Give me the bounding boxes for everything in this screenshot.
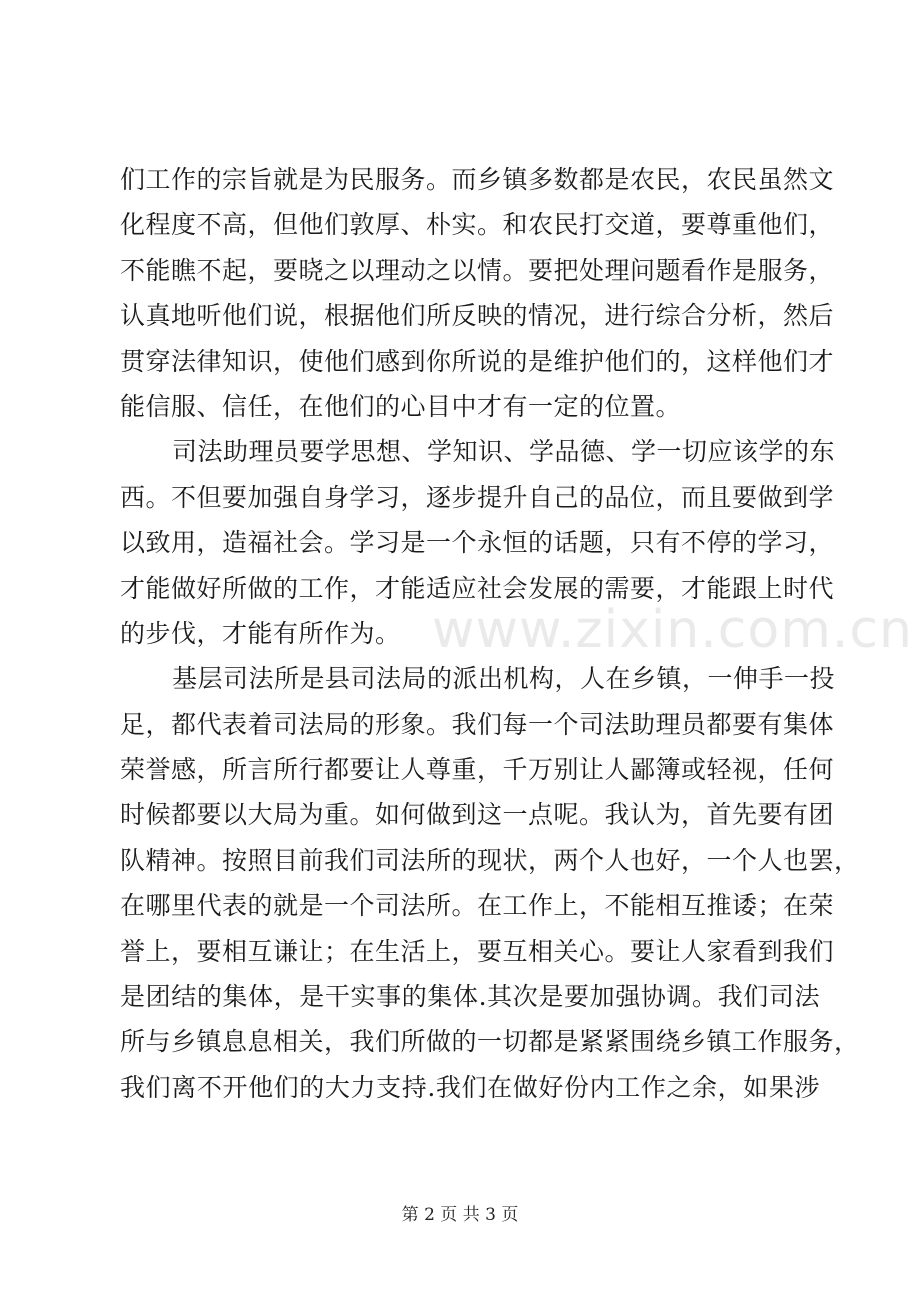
paragraph-3 <box>120 656 860 1110</box>
text-line: 是团结的集体，是干实事的集体.其次是要加强协调。我们司法 <box>120 982 820 1012</box>
text-line: 以致用，造福社会。学习是一个永恒的话题，只有不停的学习， <box>120 528 835 558</box>
text-line: 化程度不高，但他们敦厚、朴实。和农民打交道，要尊重他们， <box>120 210 835 240</box>
text-line: 们工作的宗旨就是为民服务。而乡镇多数都是农民，农民虽然文 <box>120 165 835 194</box>
text-line: 队精神。按照目前我们司法所的现状，两个人也好，一个人也罢， <box>120 845 860 875</box>
text-line: 司法助理员要学思想、学知识、学品德、学一切应该学的东 <box>172 437 836 467</box>
text-line: 贯穿法律知识，使他们感到你所说的是维护他们的，这样他们才 <box>120 346 835 376</box>
text-line: 认真地听他们说，根据他们所反映的情况，进行综合分析，然后 <box>120 301 835 331</box>
watermark: www.zixin.com.cn <box>432 600 913 660</box>
text-line: 不能瞧不起，要晓之以理动之以情。要把处理问题看作是服务， <box>120 255 835 285</box>
text-line: 荣誉感，所言所行都要让人尊重，千万别让人鄙簿或轻视，任何 <box>120 755 835 785</box>
text-line: 誉上，要相互谦让；在生活上，要互相关心。要让人家看到我们 <box>120 936 835 966</box>
paragraph-2 <box>120 429 836 656</box>
text-line: 才能做好所做的工作，才能适应社会发展的需要，才能跟上时代 <box>120 573 835 603</box>
text-line: 西。不但要加强自身学习，逐步提升自己的品位，而且要做到学 <box>120 482 835 512</box>
text-line: 我们离不开他们的大力支持.我们在做好份内工作之余，如果涉 <box>120 1072 820 1102</box>
document-body <box>120 157 860 1110</box>
text-line: 足，都代表着司法局的形象。我们每一个司法助理员都要有集体 <box>120 709 835 739</box>
text-line: 时候都要以大局为重。如何做到这一点呢。我认为，首先要有团 <box>120 800 835 830</box>
paragraph-1 <box>120 157 835 429</box>
text-line: 在哪里代表的就是一个司法所。在工作上，不能相互推诿；在荣 <box>120 891 835 921</box>
text-line: 的步伐，才能有所作为。 <box>120 618 401 648</box>
text-line: 所与乡镇息息相关，我们所做的一切都是紧紧围绕乡镇工作服务， <box>120 1027 860 1057</box>
page-number-label: 第 2 页 共 3 页 <box>401 1205 519 1225</box>
page-footer <box>0 1200 920 1225</box>
text-line: 基层司法所是县司法局的派出机构，人在乡镇，一伸手一投 <box>172 664 836 694</box>
text-line: 能信服、信任，在他们的心目中才有一定的位置。 <box>120 391 682 421</box>
